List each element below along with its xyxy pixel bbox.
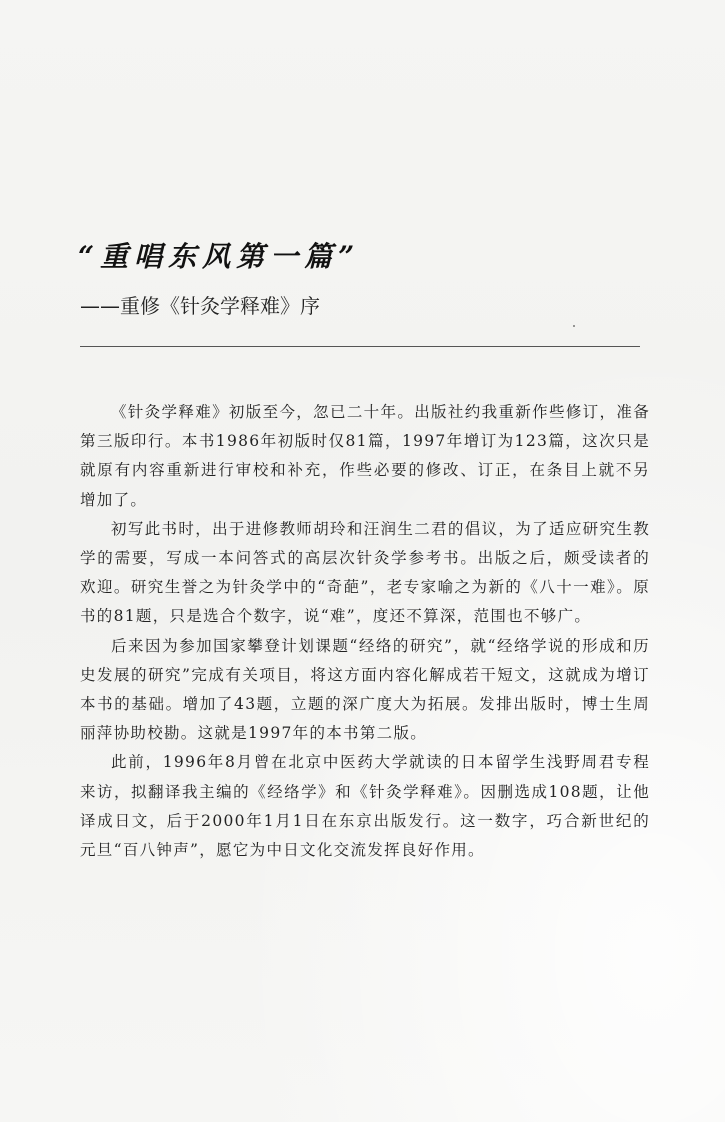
page-subtitle: ——重修《针灸学释难》序 <box>80 294 320 318</box>
paragraph: 后来因为参加国家攀登计划课题“经络的研究”，就“经络学说的形成和历史发展的研究”完成有关项目，将这方面内容化解成若干短文，这就成为增订本书的基础。增加了43题，立题的深广度大为拓展。发排出版时，博士生周丽萍协助校勘。这就是1997年的本书第二版。 <box>80 636 650 743</box>
speck-mark <box>573 325 575 327</box>
title-divider <box>80 346 640 347</box>
page-title: “重唱东风第一篇” <box>78 240 361 273</box>
paragraph: 此前，1996年8月曾在北京中医药大学就读的日本留学生浅野周君专程来访，拟翻译我主编的《经络学》和《针灸学释难》。因删选成108题，让他译成日文，后于2000年1月1日在东京出版发行。这一数字，巧合新世纪的元旦“百八钟声”，愿它为中日文化交流发挥良好作用。 <box>80 753 650 860</box>
preface-body <box>80 398 650 865</box>
paragraph: 《针灸学释难》初版至今，忽已二十年。出版社约我重新作些修订，准备第三版印行。本书1986年初版时仅81篇，1997年增订为123篇，这次只是就原有内容重新进行审校和补充，作些必要的修改、订正，在条目上就不另增加了。 <box>80 403 650 509</box>
paragraph: 初写此书时，出于进修教师胡玲和汪润生二君的倡议，为了适应研究生教学的需要，写成一本问答式的高层次针灸学参考书。出版之后，颇受读者的欢迎。研究生誉之为针灸学中的“奇葩”，老专家喻之为新的《八十一难》。原书的81题，只是选合个数字，说“难”，度还不算深，范围也不够广。 <box>80 519 650 626</box>
